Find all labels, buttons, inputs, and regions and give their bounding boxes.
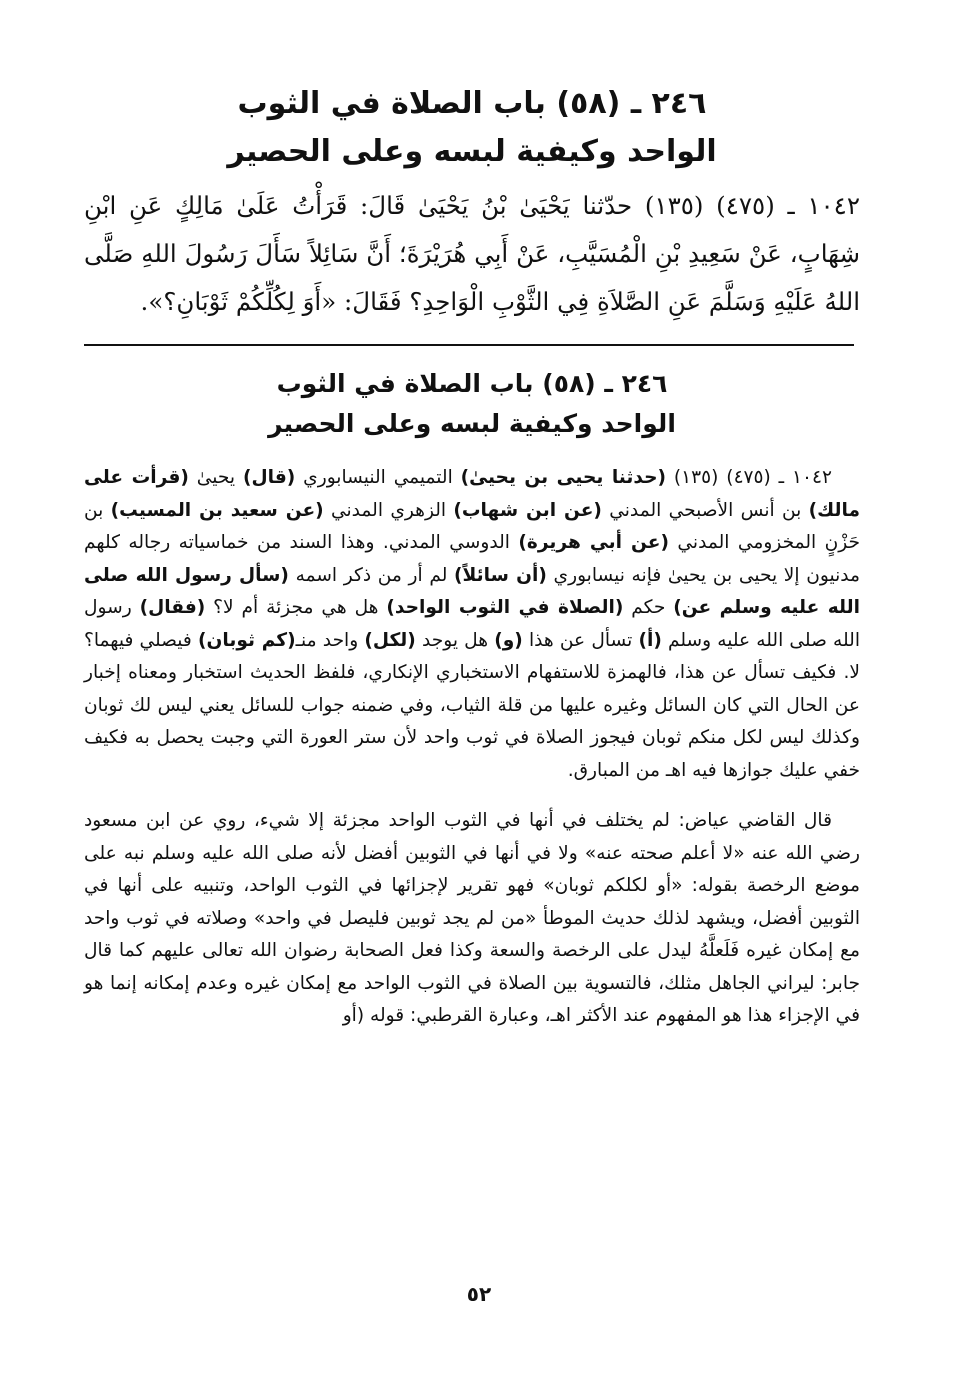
bold-term: (أ) xyxy=(638,629,662,651)
hadith-section xyxy=(84,80,860,351)
bold-term: (قال) xyxy=(242,467,296,488)
divider-line xyxy=(84,344,854,346)
commentary-text: التميمي النيسابوري xyxy=(295,467,461,488)
commentary-title-line2: الواحد وكيفية لبسه وعلى الحصير xyxy=(268,409,676,438)
commentary-text: يحيىٰ xyxy=(188,467,243,488)
chapter-title-line2: الواحد وكيفية لبسه وعلى الحصير xyxy=(227,134,717,169)
commentary-paragraph-2: قال القاضي عياض: لم يختلف في أنها في الثوب الواحد مجزئة إلا شيء، روي عن ابن مسعود رضي الله عنه «لا أعلم صحته عنه» ولا في أنها في الثوبين أفضل لأنه صلى الله عليه وسلم نبه على موضع الرخصة بقوله: «أو لكلكم ثوبان» فهو تقرير لإجزائها في الثوب الواحد، وتنبيه على أنها في الثوبين أفضل، ويشهد لذلك حديث الموطأ «من لم يجد ثوبين فليصل في واحد» وصلاته في ثوب واحد مع إمكان غيره فَلَعلَّهُ ليدل على الرخصة والسعة وكذا فعل الصحابة رضوان الله تعالى عليهم كما قال جابر: ليراني الجاهل مثلك، فالتسوية بين الصلاة في الثوب الواحد مع إمكان غيره وعدم إمكانه إنما هو في الإجزاء هذا هو المفهوم عند الأكثر اهـ، وعبارة القرطبي: قوله (أو xyxy=(84,810,860,1026)
commentary-text: رسول الله صلى الله عليه وسلم xyxy=(84,597,860,651)
commentary-title-line1: ٢٤٦ ـ (٥٨) باب الصلاة في الثوب xyxy=(276,369,668,398)
bold-term: (حدثنا يحيى بن يحيىٰ) xyxy=(460,467,667,488)
commentary-text: بن حَزْنٍ المخزومي المدني xyxy=(84,499,860,553)
page-number: ٥٢ xyxy=(466,1282,492,1306)
bold-term: (و) xyxy=(494,629,523,651)
commentary-text: فيصلي فيهما؟ لا. فكيف تسأل عن هذا، فالهمزة للاستفهام الاستخباري الإنكاري، فلفظ الحديث استخبار ومعناه إخبار عن الحال التي كان السائل وغيره عليها من قلة الثياب، وفي ضمنه جواب للسائل يعني ليس لك ثوبان وكذلك ليس لكل منكم ثوبان فيجوز الصلاة في ثوب واحد لأن ستر العورة التي وجبت يحصل به فكيف خفي عليك جوازها فيه اهـ من المبارق. xyxy=(84,629,860,781)
chapter-title xyxy=(84,80,860,176)
bold-term: (لكل) xyxy=(364,629,416,651)
commentary-text: الزهري المدني xyxy=(323,499,454,521)
bold-term: (سأل رسول الله صلى الله عليه وسلم عن) xyxy=(84,564,860,618)
commentary-text: واحد منـ xyxy=(295,629,365,651)
commentary-text: ١٠٤٢ ـ (٤٧٥) (١٣٥) xyxy=(666,467,832,488)
commentary-text: حكم xyxy=(623,597,674,618)
bold-term: (قرأت على مالك) xyxy=(84,467,860,521)
bold-term: (فقال) xyxy=(139,597,206,618)
commentary-section xyxy=(84,364,860,1033)
commentary-title xyxy=(84,364,860,444)
commentary-text: تسأل عن هذا xyxy=(522,629,639,651)
commentary-text: الدوسي المدني. وهذا السند من خماسياته رجاله كلهم مدنيون إلا يحيى بن يحيىٰ فإنه نيسابوري xyxy=(84,532,860,586)
commentary-text: لم أر من ذكر اسمه xyxy=(288,564,455,586)
commentary-text: بن أنس الأصبحي المدني xyxy=(601,499,809,521)
commentary-paragraph-1 xyxy=(84,462,860,787)
hadith-text: ١٠٤٢ ـ (٤٧٥) (١٣٥) حدّثنا يَحْيَىٰ بْنُ يَحْيَىٰ قَالَ: قَرَأْتُ عَلَىٰ مَالِكٍ عَنِ ابْنِ شِهَابٍ، عَنْ سَعِيدِ بْنِ الْمُسَيَّبِ، عَنْ أَبِي هُرَيْرَةَ؛ أَنَّ سَائِلاً سَأَلَ رَسُولَ اللهِ صَلَّى اللهُ عَلَيْهِ وَسَلَّمَ عَنِ الصَّلاَةِ فِي الثَّوْبِ الْوَاحِدِ؟ فَقَالَ: «أَوَ لِكُلِّكُمْ ثَوْبَانِ؟». xyxy=(84,191,860,316)
bold-term: (الصلاة في الثوب الواحد) xyxy=(386,597,624,618)
bold-term: (أن سائلاً) xyxy=(454,564,547,586)
commentary-text: هل هي مجزئة أم لا؟ xyxy=(205,597,387,618)
bold-term: (عن ابن شهاب) xyxy=(453,499,602,521)
bold-term: (عن سعيد بن المسيب) xyxy=(110,499,324,521)
bold-term: (كم ثوبان) xyxy=(198,629,296,651)
bold-term: (عن أبي هريرة) xyxy=(518,532,669,553)
chapter-title-line1: ٢٤٦ ـ (٥٨) باب الصلاة في الثوب xyxy=(237,86,707,121)
commentary-text: هل يوجد xyxy=(415,629,495,651)
